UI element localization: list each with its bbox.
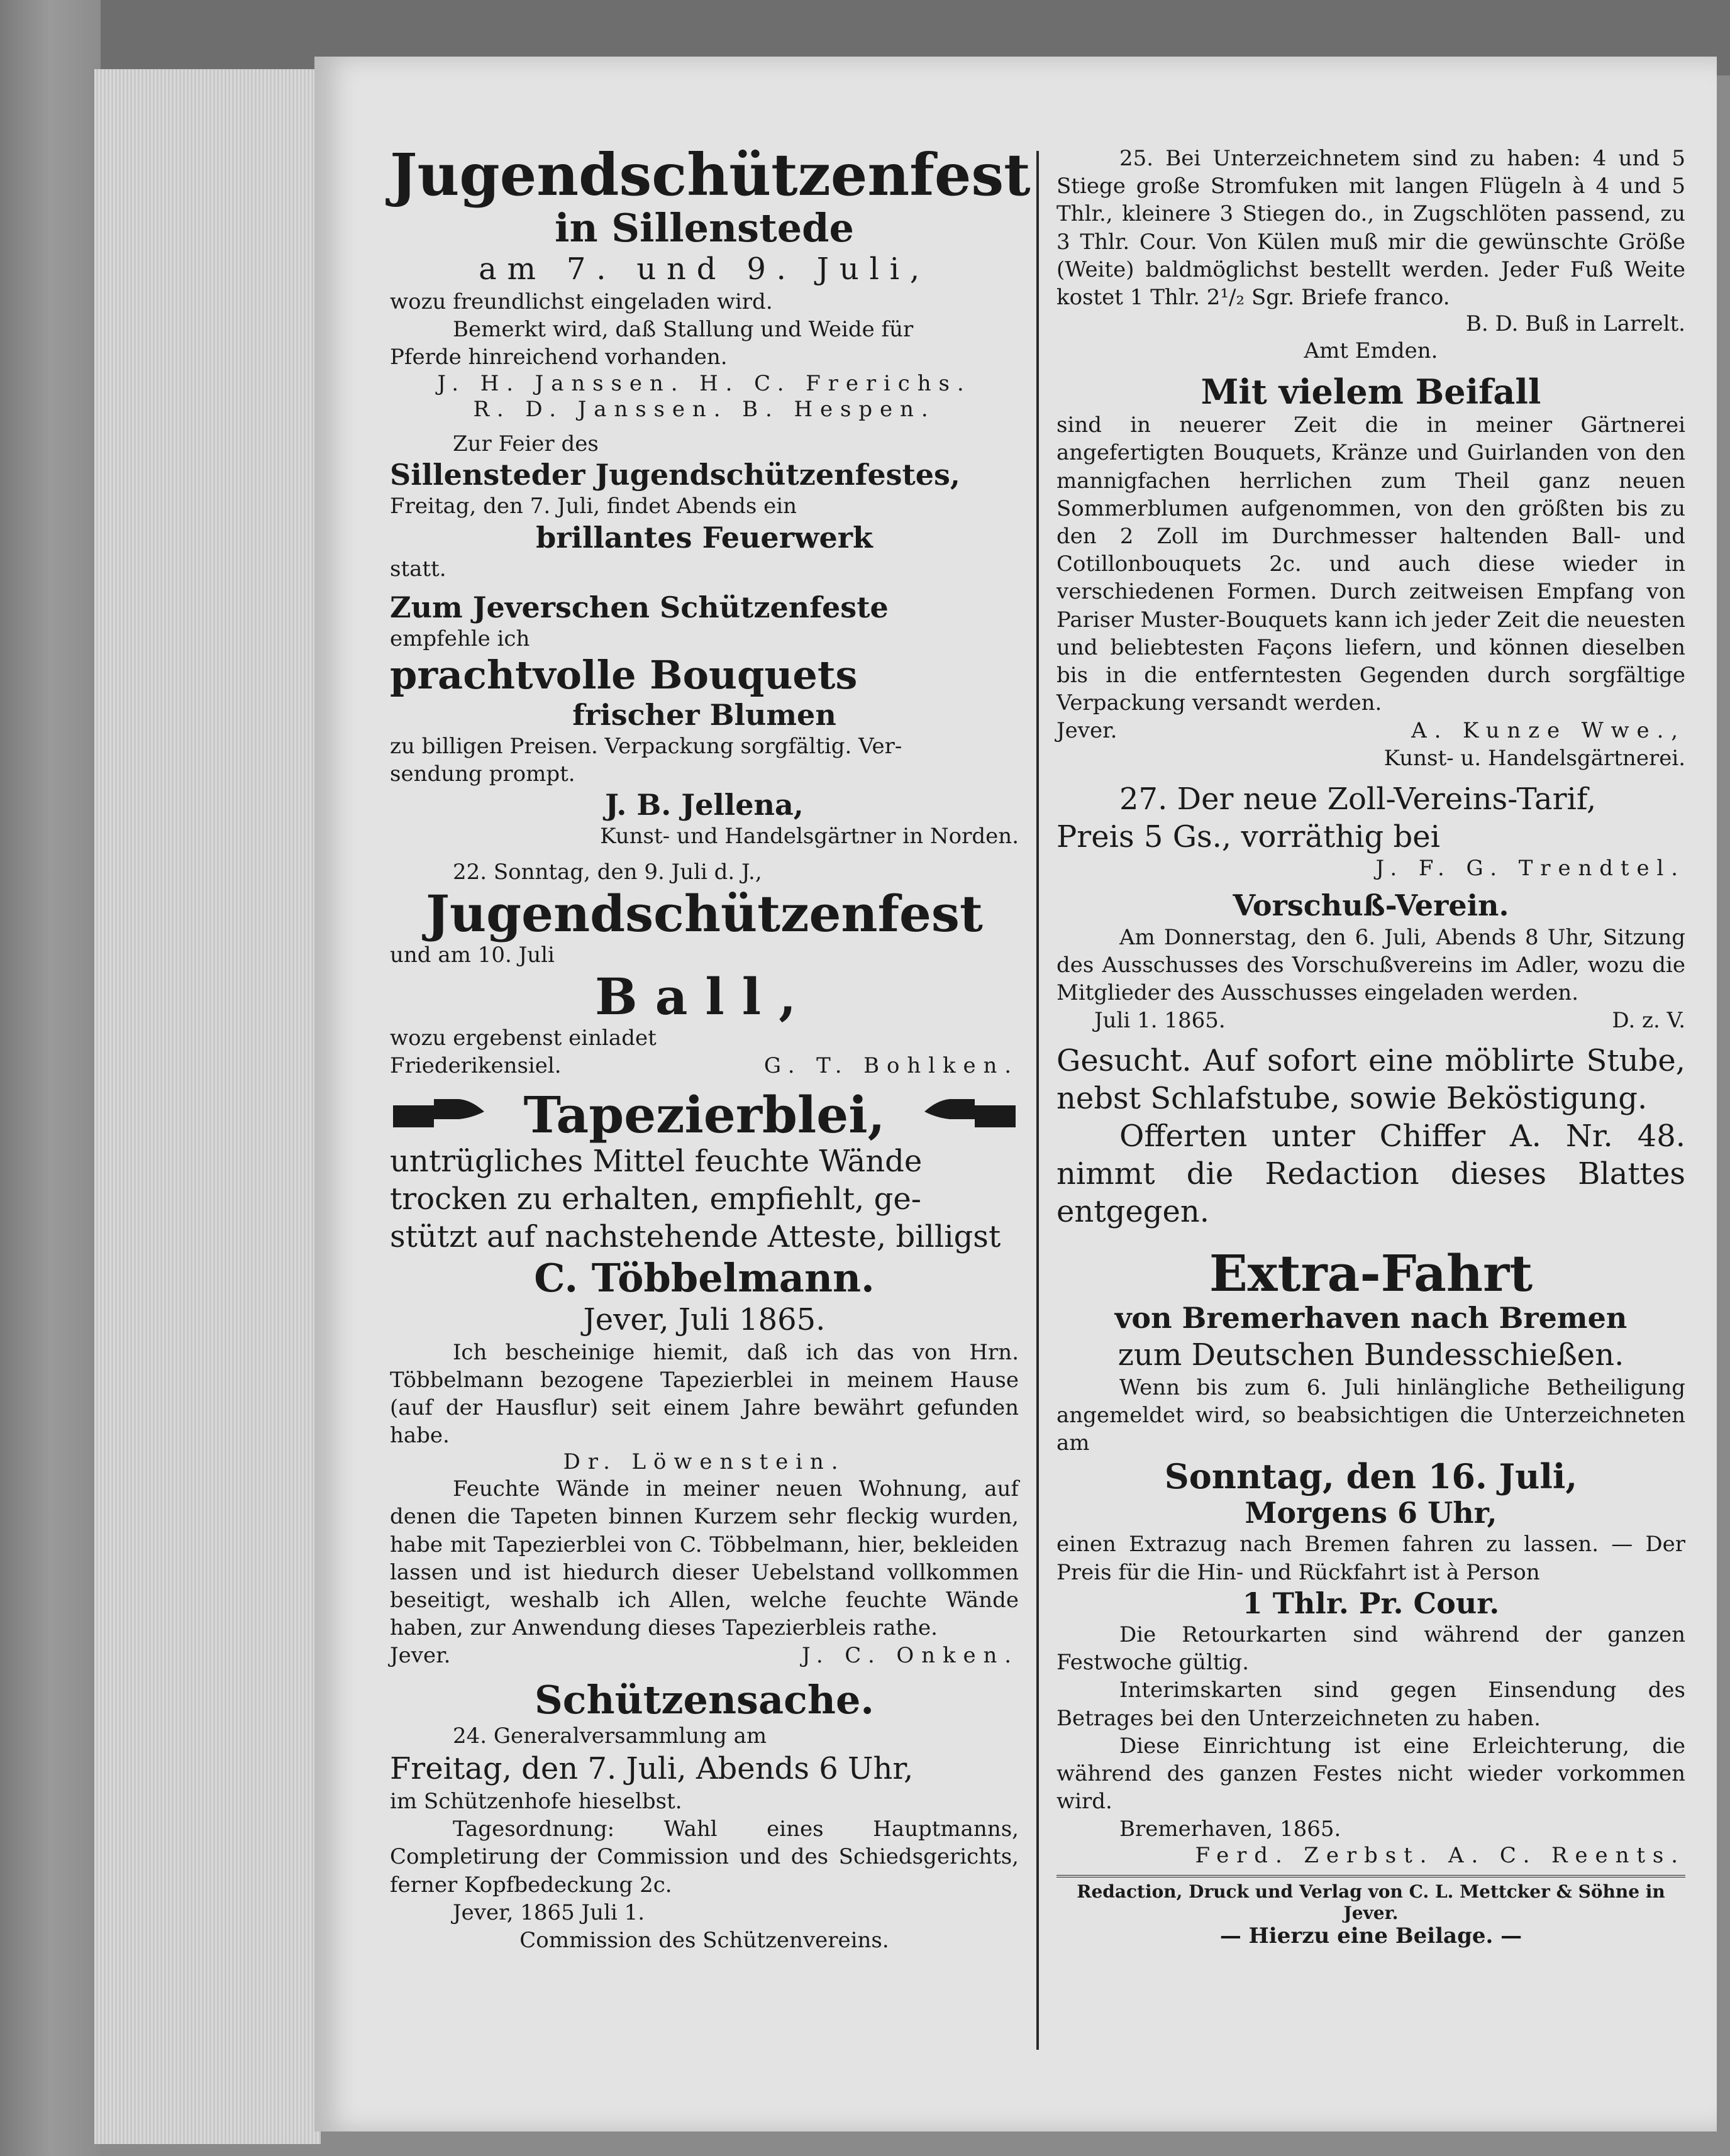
ad-signature: G. T. Bohlken. (763, 1053, 1019, 1079)
ad-signature: J. C. Onken. (801, 1643, 1019, 1669)
ad-signature-row (1056, 717, 1685, 744)
ad-headline: Morgens 6 Uhr, (1245, 1496, 1497, 1530)
ad-vorschuss-verein (1056, 888, 1685, 1034)
ad-signature: J. F. G. Trendtel. (1375, 855, 1685, 881)
ad-text: empfehle ich (390, 626, 530, 652)
ad-paragraph: Diese Einrichtung ist eine Erleichterung, die während des ganzen Festes nicht wieder vorkommen wird. (1056, 1733, 1685, 1815)
footer-rule (1056, 1875, 1685, 1877)
pointing-hand-left-icon (918, 1093, 1019, 1137)
ad-text-large: Freitag, den 7. Juli, Abends 6 Uhr, (390, 1750, 914, 1786)
ad-stromfuken (1056, 145, 1685, 365)
ad-signature-row (390, 1052, 1019, 1080)
ad-tapezierblei (390, 1087, 1019, 1669)
ad-place: Bremerhaven, 1865. (1119, 1816, 1341, 1842)
ad-paragraph: Am Donnerstag, den 6. Juli, Abends 8 Uhr, Sitzung des Ausschusses des Vorschußvereins im Adler, wozu die Mitglieder des Ausschusses eingeladen werden. (1056, 924, 1685, 1005)
ad-text-large: Preis 5 Gs., vorräthig bei (1056, 819, 1440, 854)
book-edge (0, 0, 101, 2156)
ad-text: und am 10. Juli (390, 942, 555, 968)
ad-text: Zur Feier des (453, 431, 599, 457)
ad-paragraph: Tagesordnung: Wahl eines Hauptmanns, Completirung der Commission und des Schiedsgerichts, ferner Kopfbedeckung 2c. (390, 1816, 1019, 1898)
ad-paragraph: Ich bescheinige hiemit, daß ich das von Hrn. Többelmann bezogene Tapezierblei in meinem Hause (auf der Hausflur) seit einem Jahre bewährt gefunden habe. (390, 1339, 1019, 1449)
ad-text: wozu freundlichst eingeladen wird. (390, 289, 773, 314)
ad-bouquets-jellena (390, 590, 1019, 851)
ad-text-large: untrügliches Mittel feuchte Wände (390, 1144, 923, 1180)
ad-place: Jever. (390, 1643, 451, 1669)
ad-signature: J. H. Janssen. H. C. Frerichs. (437, 371, 972, 397)
ad-date: Jever, Juli 1865. (583, 1302, 826, 1337)
ad-text: statt. (390, 556, 446, 582)
ad-text: im Schützenhofe hieselbst. (390, 1788, 682, 1814)
left-column (390, 141, 1031, 1954)
ad-signature-sub: Kunst- und Handelsgärtner in Norden. (600, 824, 1019, 849)
ad-zoll-tarif (1056, 780, 1685, 882)
ad-headline: brillantes Feuerwerk (536, 520, 873, 555)
ad-text: sendung prompt. (390, 761, 575, 787)
ad-paragraph: einen Extrazug nach Bremen fahren zu lassen. — Der Preis für die Hin- und Rückfahrt ist à Person (1056, 1532, 1685, 1585)
ad-signature: D. z. V. (1612, 1008, 1685, 1034)
ad-signature: Commission des Schützenvereins. (519, 1927, 889, 1953)
pointing-hand-right-icon (390, 1093, 491, 1137)
ad-paragraph-large: Offerten unter Chiffer A. Nr. 48. nimmt die Redaction dieses Blattes entgegen. (1056, 1119, 1685, 1230)
right-column (1056, 145, 1685, 1949)
ad-date: Jever, 1865 Juli 1. (453, 1899, 645, 1925)
ad-text: zu billigen Preisen. Verpackung sorgfältig. Ver- (390, 733, 902, 759)
ad-paragraph: Interimskarten sind gegen Einsendung des Betrages bei den Unterzeichneten zu haben. (1056, 1678, 1685, 1731)
page-footer (1056, 1881, 1685, 1949)
ad-paragraph: Feuchte Wände in meiner neuen Wohnung, auf denen die Tapeten binnen Kurzem sehr fleckig wurden, habe mit Tapezierblei von C. Többelmann, hier, bekleiden lassen und ist hiedurch dieser Uebelstand vollkommen beseitigt, weshalb ich Allen, welche feuchte Wände haben, zur Anwendung dieses Tapezierbleis rathe. (390, 1476, 1019, 1641)
ad-signature: R. D. Janssen. B. Hespen. (473, 397, 936, 423)
ad-headline: Sillensteder Jugendschützenfestes, (390, 458, 960, 492)
ad-paragraph: Wenn bis zum 6. Juli hinlängliche Betheiligung angemeldet wird, so beabsichtigen die Unterzeichneten am (1056, 1374, 1685, 1456)
ad-headline: frischer Blumen (572, 697, 836, 732)
ad-paragraph-large: Gesucht. Auf sofort eine möblirte Stube, nebst Schlafstube, sowie Beköstigung. (1056, 1043, 1685, 1117)
ad-title: Extra-Fahrt (1209, 1244, 1533, 1303)
ad-signature-sub: Amt Emden. (1304, 338, 1438, 363)
ad-gesucht (1056, 1042, 1685, 1230)
ad-price: 1 Thlr. Pr. Cour. (1242, 1586, 1500, 1620)
ad-text-large: stützt auf nachstehende Atteste, billigst (390, 1219, 1001, 1255)
ad-signature: A. Kunze Wwe., (1411, 718, 1685, 744)
ad-subheadline: zum Deutschen Bundesschießen. (1117, 1337, 1624, 1373)
footer-imprint: Redaction, Druck und Verlag von C. L. Mettcker & Söhne in Jever. (1077, 1881, 1665, 1923)
ad-text: Bemerkt wird, daß Stallung und Weide für (453, 317, 914, 343)
ad-title: Schützensache. (535, 1676, 874, 1723)
ad-headline: Zum Jeverschen Schützenfeste (390, 590, 889, 624)
ad-sillenstede-festival (390, 141, 1031, 423)
ad-date: Juli 1. 1865. (1094, 1008, 1226, 1034)
ad-signature-row (1056, 1007, 1685, 1034)
ad-headline: Sonntag, den 16. Juli, (1164, 1456, 1578, 1497)
ad-paragraph: sind in neuerer Zeit die in meiner Gärtnerei angefertigten Bouquets, Kränze und Guirlanden von den mannigfachen herrlichen zum Theil ganz neuen Sommerblumen aufgenommen, von den größten bis zu den 2 Zoll im Durchmesser haltenden Ball- und Cotillonbouquets 2c. und auch diese wieder in verschiedenen Formen. Durch zeitweisen Empfang von Pariser Muster-Bouquets kann ich jeder Zeit die neuesten und beliebtesten Façons liefern, und können dieselben bis in die entferntesten Gegenden durch sorgfältige Verpackung versandt werden. (1056, 412, 1685, 716)
ad-signature-row (390, 1642, 1019, 1669)
ad-text-large: trocken zu erhalten, empfiehlt, ge- (390, 1181, 921, 1217)
ad-signature: Dr. Löwenstein. (563, 1449, 846, 1475)
ad-date: am 7. und 9. Juli, (479, 251, 930, 287)
ad-text: wozu ergebenst einladet (390, 1025, 657, 1051)
ad-text: 22. Sonntag, den 9. Juli d. J., (453, 859, 762, 885)
ad-place: Jever. (1056, 718, 1117, 744)
ad-subtitle: in Sillenstede (555, 204, 854, 251)
footer-supplement-note: — Hierzu eine Beilage. — (1219, 1923, 1522, 1949)
ad-title: Tapezierblei, (523, 1085, 885, 1145)
ad-title: prachtvolle Bouquets (390, 652, 858, 699)
ad-title-row (390, 1085, 1019, 1145)
ad-paragraph: 25. Bei Unterzeichnetem sind zu haben: 4 und 5 Stiege große Stromfuken mit langen Flügeln à 4 und 5 Thlr., kleinere 3 Stiegen do., in Zugschlöten passend, zu 3 Thlr. Cour. Von Külen muß mir die gewünschte Größe (Weite) baldmöglichst bestellt werden. Jeder Fuß Weite kostet 1 Thlr. 2¹/₂ Sgr. Briefe franco. (1056, 146, 1685, 310)
column-rule (1036, 151, 1039, 2050)
ad-paragraph: Die Retourkarten sind während der ganzen Festwoche gültig. (1056, 1622, 1685, 1676)
ad-signature: J. B. Jellena, (605, 788, 804, 822)
ad-merchant-name: C. Többelmann. (534, 1255, 875, 1302)
newspaper-page (314, 57, 1717, 2131)
ad-title: Jugendschützenfest (390, 141, 1031, 209)
ad-title: Ball, (594, 966, 814, 1026)
ad-text: Freitag, den 7. Juli, findet Abends ein (390, 494, 797, 519)
ad-fireworks (390, 430, 1019, 583)
ad-signature: B. D. Buß in Larrelt. (1465, 311, 1685, 337)
page-stack-edge (94, 69, 321, 2144)
ad-signature-sub: Kunst- u. Handelsgärtnerei. (1383, 746, 1685, 771)
ad-friederikensiel-ball (390, 858, 1019, 1080)
ad-text-large: 27. Der neue Zoll-Vereins-Tarif, (1119, 781, 1597, 817)
ad-schuetzensache (390, 1678, 1019, 1955)
ad-text: Pferde hinreichend vorhanden. (390, 345, 728, 370)
ad-headline: von Bremerhaven nach Bremen (1114, 1301, 1627, 1335)
ad-signature: Ferd. Zerbst. A. C. Reents. (1195, 1843, 1685, 1869)
ad-place: Friederikensiel. (390, 1053, 562, 1079)
ad-title: Jugendschützenfest (426, 883, 983, 943)
ad-extra-fahrt (1056, 1246, 1685, 1869)
ad-title: Mit vielem Beifall (1200, 372, 1541, 412)
ad-kunze-bouquets (1056, 372, 1685, 773)
ad-text: 24. Generalversammlung am (453, 1723, 767, 1749)
ad-title: Vorschuß-Verein. (1233, 888, 1509, 923)
